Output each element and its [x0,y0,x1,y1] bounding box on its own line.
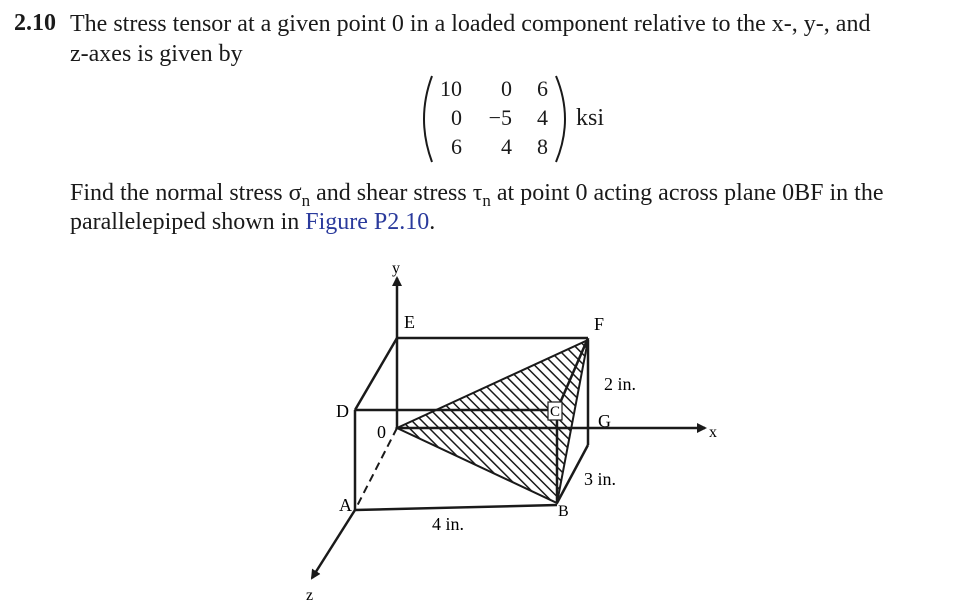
z-axis [312,510,355,578]
problem-statement-line-1: The stress tensor at a given point 0 in a loaded component relative to the x-, y-, and [70,11,871,37]
sigma-subscript: n [301,191,311,210]
figure-reference-link[interactable]: Figure P2.10 [305,209,430,235]
label-B: B [558,503,569,520]
label-x: x [709,424,717,441]
matrix-cell: 6 [451,134,462,159]
label-F: F [594,314,605,334]
question-text: Find the normal stress [70,180,289,206]
label-D: D [336,401,349,421]
label-O: 0 [377,422,386,442]
dimension-2in: 2 in. [604,374,637,394]
matrix-cell: 8 [537,134,548,159]
label-E: E [404,312,415,332]
sigma-symbol: σ [288,180,302,206]
matrix-unit: ksi [576,105,605,131]
question-period: . [429,209,436,235]
matrix-cell: 10 [440,76,462,101]
matrix-cell: −5 [488,105,512,130]
matrix-cell: 6 [537,76,548,101]
tau-subscript: n [482,191,491,210]
matrix-cell: 0 [501,76,512,101]
edge-ED [355,338,397,410]
problem-number: 2.10 [14,10,56,36]
label-A: A [339,495,352,515]
label-y: y [392,260,400,277]
edge-AB [355,505,557,510]
question-text: parallelepiped shown in [70,209,306,235]
label-G: G [598,411,611,431]
label-C: C [550,404,561,420]
hatched-plane-0BF [397,340,588,503]
dimension-3in: 3 in. [584,469,617,489]
question-text: at point 0 acting across plane 0BF in the [490,180,884,206]
problem-statement-line-2: z-axes is given by [70,41,243,67]
question-text: and shear stress [310,180,473,206]
matrix-cell: 4 [501,134,512,159]
tau-symbol: τ [472,180,483,206]
matrix-cell: 0 [451,105,462,130]
label-z: z [306,587,314,604]
matrix-cell: 4 [537,105,548,130]
dimension-4in: 4 in. [432,514,465,534]
z-axis-hidden [355,428,397,510]
